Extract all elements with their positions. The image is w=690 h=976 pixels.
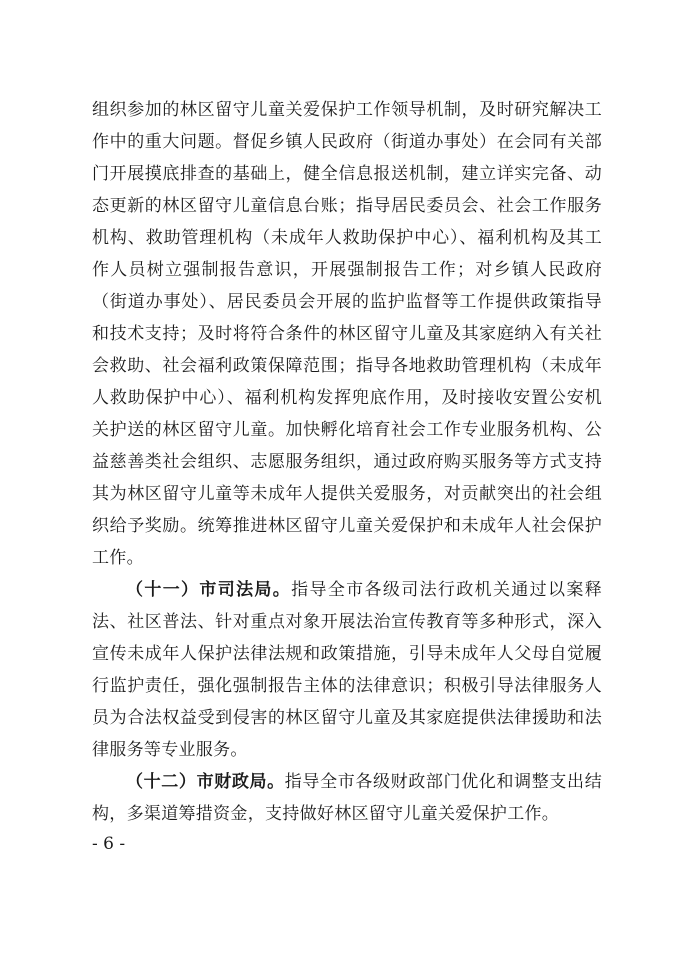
paragraph-continuation xyxy=(92,94,602,574)
page-number: - 6 - xyxy=(92,834,126,854)
paragraph-justice-bureau xyxy=(92,574,602,766)
paragraph-text: 指导全市各级财政部门优化和调整支出结构，多渠道筹措资金，支持做好林区留守儿童关爱保护工作。 xyxy=(92,772,602,824)
paragraph-finance-bureau xyxy=(92,766,602,830)
document-body xyxy=(92,94,602,830)
section-heading-finance-bureau: （十二）市财政局。 xyxy=(126,772,285,792)
paragraph-text: 组织参加的林区留守儿童关爱保护工作领导机制，及时研究解决工作中的重大问题。督促乡镇人民政府（街道办事处）在会同有关部门开展摸底排查的基础上，健全信息报送机制，建立详实完备、动态更新的林区留守儿童信息台账；指导居民委员会、社会工作服务机构、救助管理机构（未成年人救助保护中心）、福利机构及其工作人员树立强制报告意识，开展强制报告工作；对乡镇人民政府（街道办事处）、居民委员会开展的监护监督等工作提供政策指导和技术支持；及时将符合条件的林区留守儿童及其家庭纳入有关社会救助、社会福利政策保障范围；指导各地救助管理机构（未成年人救助保护中心）、福利机构发挥兜底作用，及时接收安置公安机关护送的林区留守儿童。加快孵化培育社会工作专业服务机构、公益慈善类社会组织、志愿服务组织，通过政府购买服务等方式支持其为林区留守儿童等未成年人提供关爱服务，对贡献突出的社会组织给予奖励。统筹推进林区留守儿童关爱保护和未成年人社会保护工作。 xyxy=(92,100,602,568)
section-heading-justice-bureau: （十一）市司法局。 xyxy=(126,580,292,600)
paragraph-text: 指导全市各级司法行政机关通过以案释法、社区普法、针对重点对象开展法治宣传教育等多种形式，深入宣传未成年人保护法律法规和政策措施，引导未成年人父母自觉履行监护责任，强化强制报告主体的法律意识；积极引导法律服务人员为合法权益受到侵害的林区留守儿童及其家庭提供法律援助和法律服务等专业服务。 xyxy=(92,580,602,760)
